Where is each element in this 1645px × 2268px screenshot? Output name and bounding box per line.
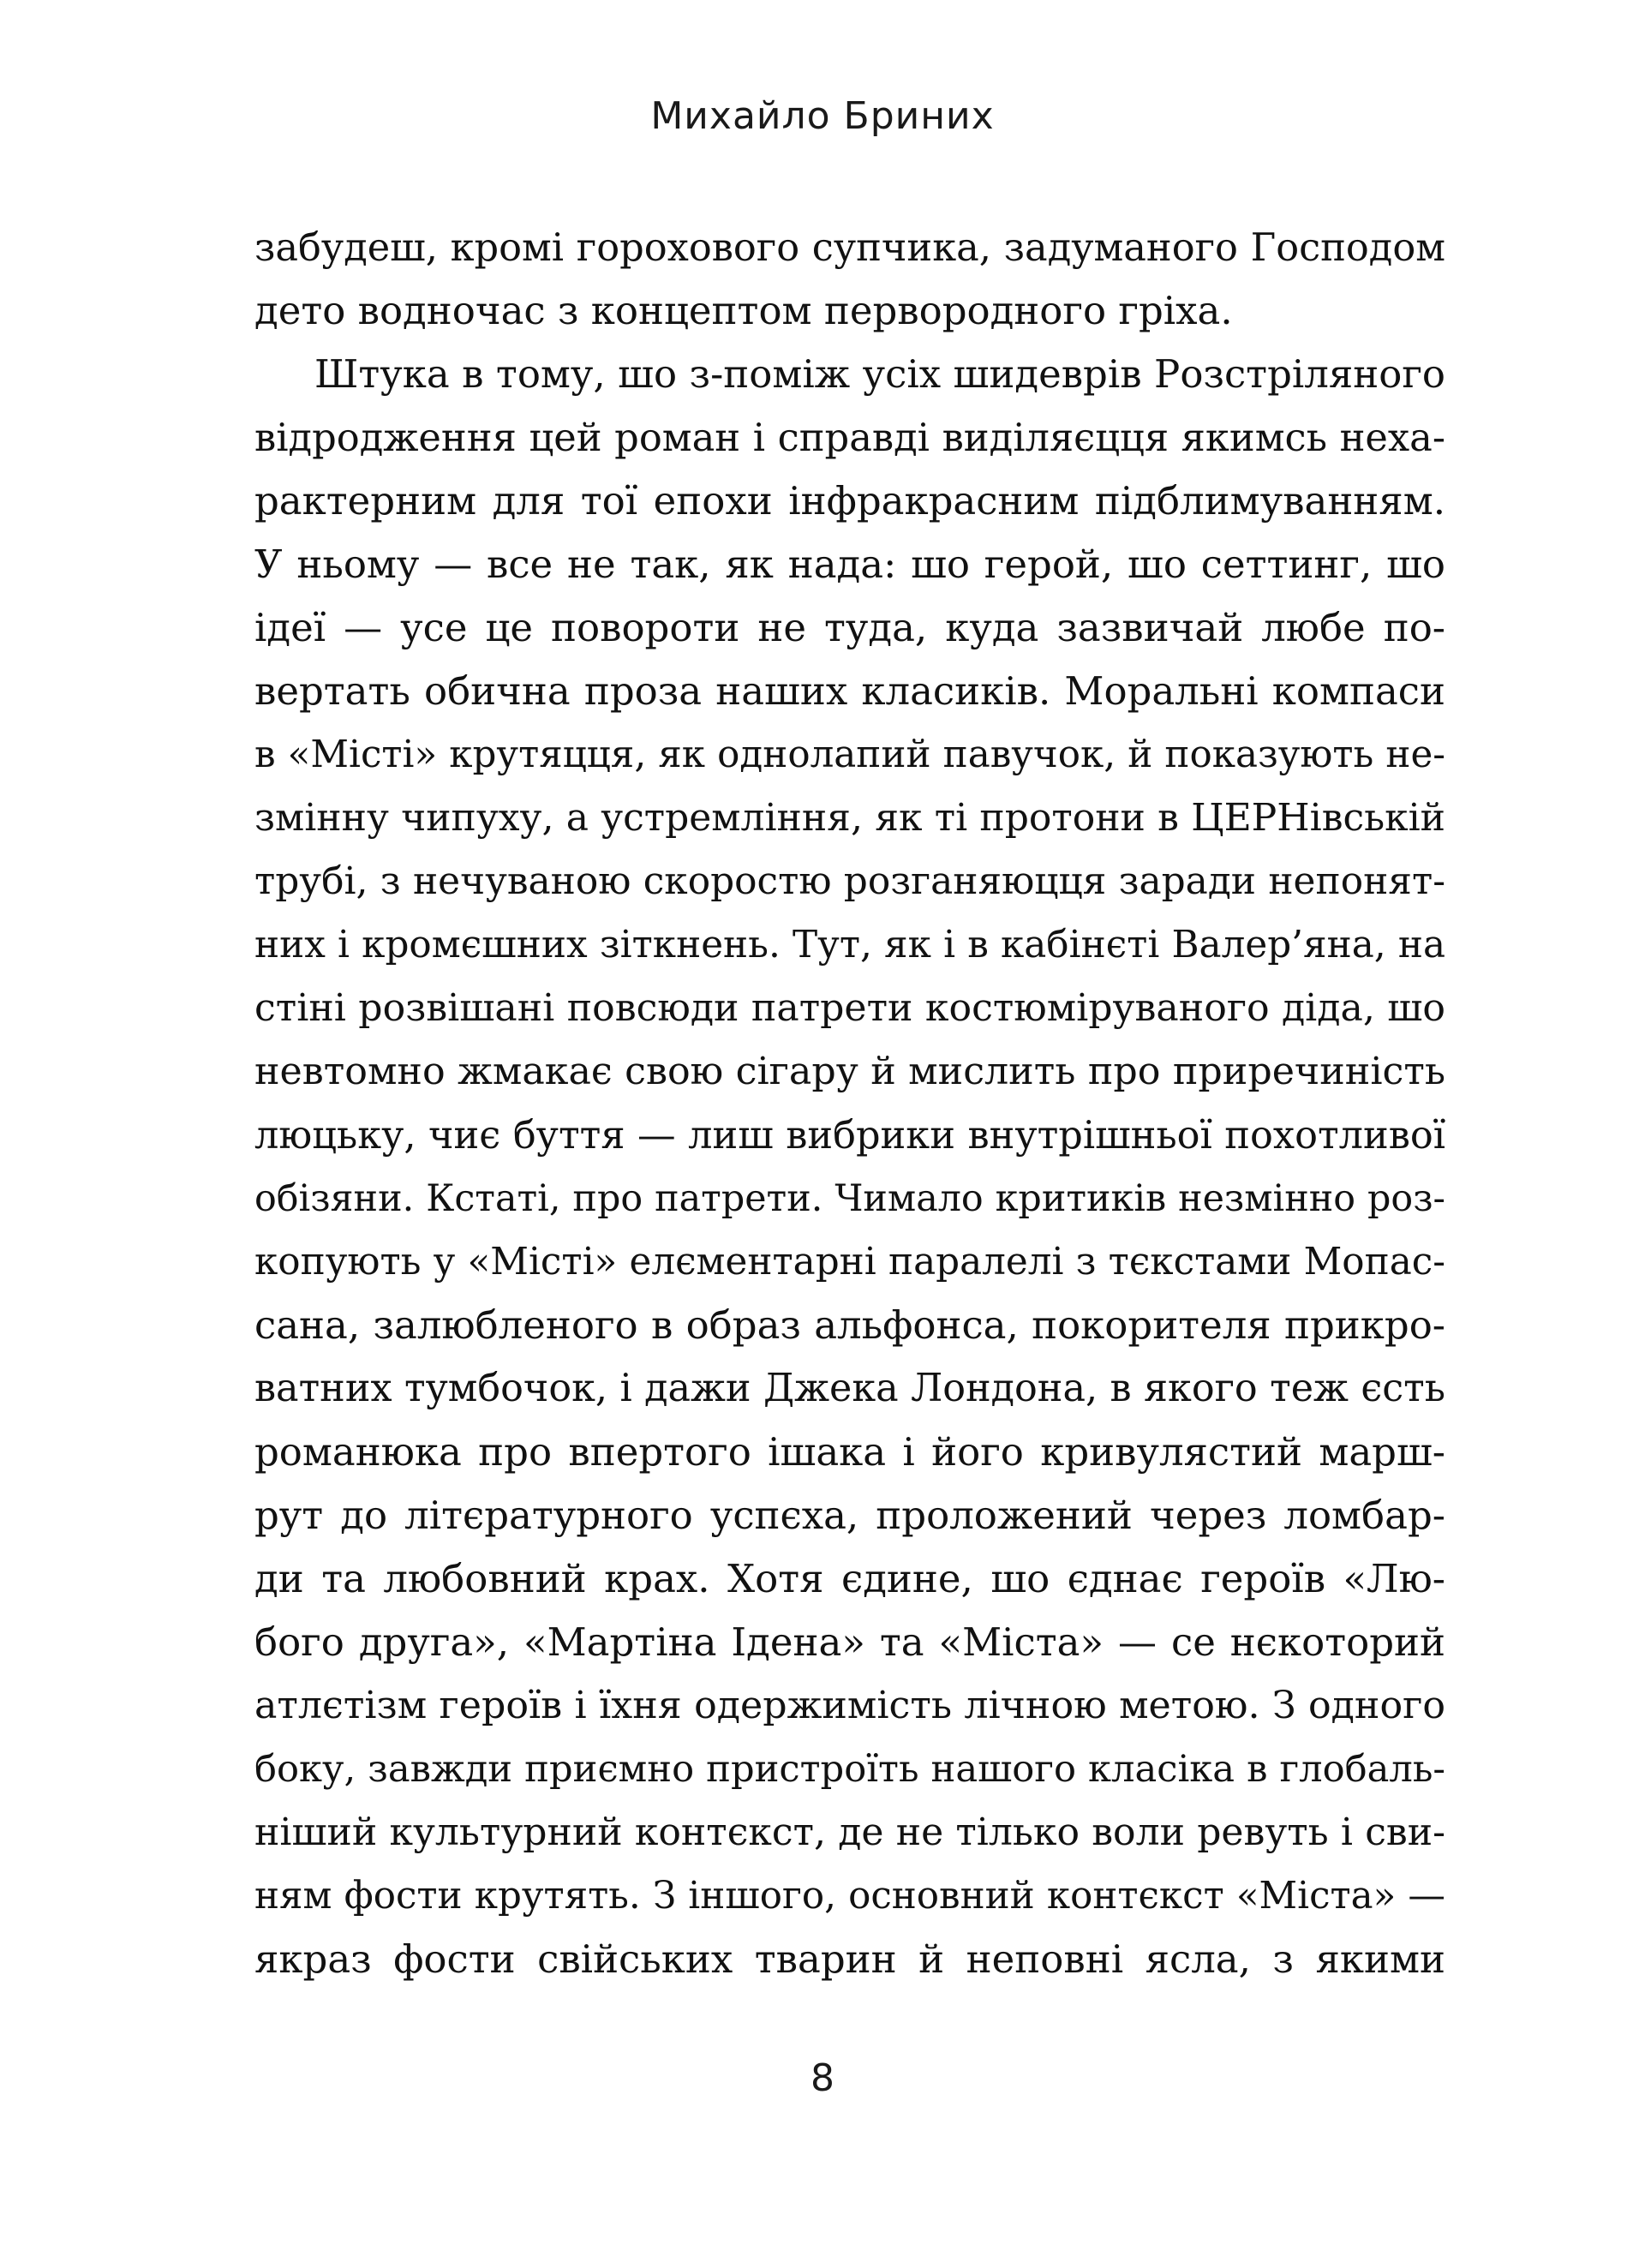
text-line: рактерним для тої епохи інфракрасним підблимуванням.: [254, 478, 1445, 524]
text-line: вертать обична проза наших класиків. Моральні компаси: [254, 668, 1445, 714]
page-number: 8: [811, 2056, 834, 2100]
text-line: ням фости крутять. З іншого, основний контєкст «Міста» —: [254, 1875, 1445, 1918]
text-line: атлєтізм героїв і їхня одержимість лічною метою. З одного: [254, 1684, 1445, 1727]
text-line: люцьку, чиє буття — лиш вибрики внутрішньої похотливої: [254, 1113, 1445, 1158]
text-line: сана, залюбленого в образ альфонса, покорителя прикро-: [254, 1302, 1445, 1348]
text-line: в «Місті» крутяцця, як однолапий павучок, й показують не-: [254, 733, 1445, 776]
text-line: забудеш, кромі горохового супчика, задуманого Господом: [254, 225, 1445, 270]
running-head: Михайло Бриних: [650, 94, 995, 138]
text-line: змінну чипуху, а устремління, як ті протони в ЦЕРНівській: [254, 796, 1445, 840]
text-line: копують у «Місті» елєментарні паралелі з тєкстами Мопас-: [254, 1240, 1445, 1284]
text-line: них і кромєшних зіткнень. Тут, як і в кабінєті Валер’яна, на: [254, 923, 1445, 966]
text-line: стіні розвішані повсюди патрети костюміруваного діда, шо: [254, 986, 1445, 1030]
text-line: трубі, з нечуваною скоростю розганяюцця заради непонят-: [254, 859, 1445, 903]
text-line: романюка про впертого ішака і його кривулястий марш-: [254, 1429, 1445, 1475]
text-line: якраз фости свійських тварин й неповні ясла, з якими: [254, 1936, 1445, 1982]
text-line: ніший культурний контєкст, де не тілько воли ревуть і сви-: [254, 1810, 1445, 1854]
text-line: рут до літєратурного успєха, проложений через ломбар-: [254, 1493, 1445, 1538]
text-line: дето водночас з концептом первородного гріха.: [254, 288, 1233, 333]
text-line: У ньому — все не так, як нада: шо герой, шо сеттинг, шо: [254, 542, 1445, 587]
text-line: ідеї — усе це повороти не туда, куда зазвичай любе по-: [254, 605, 1445, 650]
text-line: обізяни. Кстаті, про патрети. Чимало критиків незмінно роз-: [254, 1177, 1445, 1220]
text-line: Штука в тому, шо з-поміж усіх шидеврів Розстріляного: [314, 351, 1445, 397]
text-line: ди та любовний крах. Хотя єдине, шо єднає героїв «Лю-: [254, 1556, 1445, 1601]
text-line: боку, завжди приємно пристроїть нашого класіка в глобаль-: [254, 1748, 1445, 1791]
text-line: бого друга», «Мартіна Ідена» та «Міста» — се нєкоторий: [254, 1619, 1445, 1665]
text-line: відродження цей роман і справді виділяєцця якимсь неха-: [254, 415, 1445, 460]
body-text: [254, 216, 1445, 1991]
text-line: невтомно жмакає свою сігару й мислить про приречиність: [254, 1050, 1445, 1093]
text-line: ватних тумбочок, і дажи Джека Лондона, в якого теж єсть: [254, 1367, 1445, 1410]
